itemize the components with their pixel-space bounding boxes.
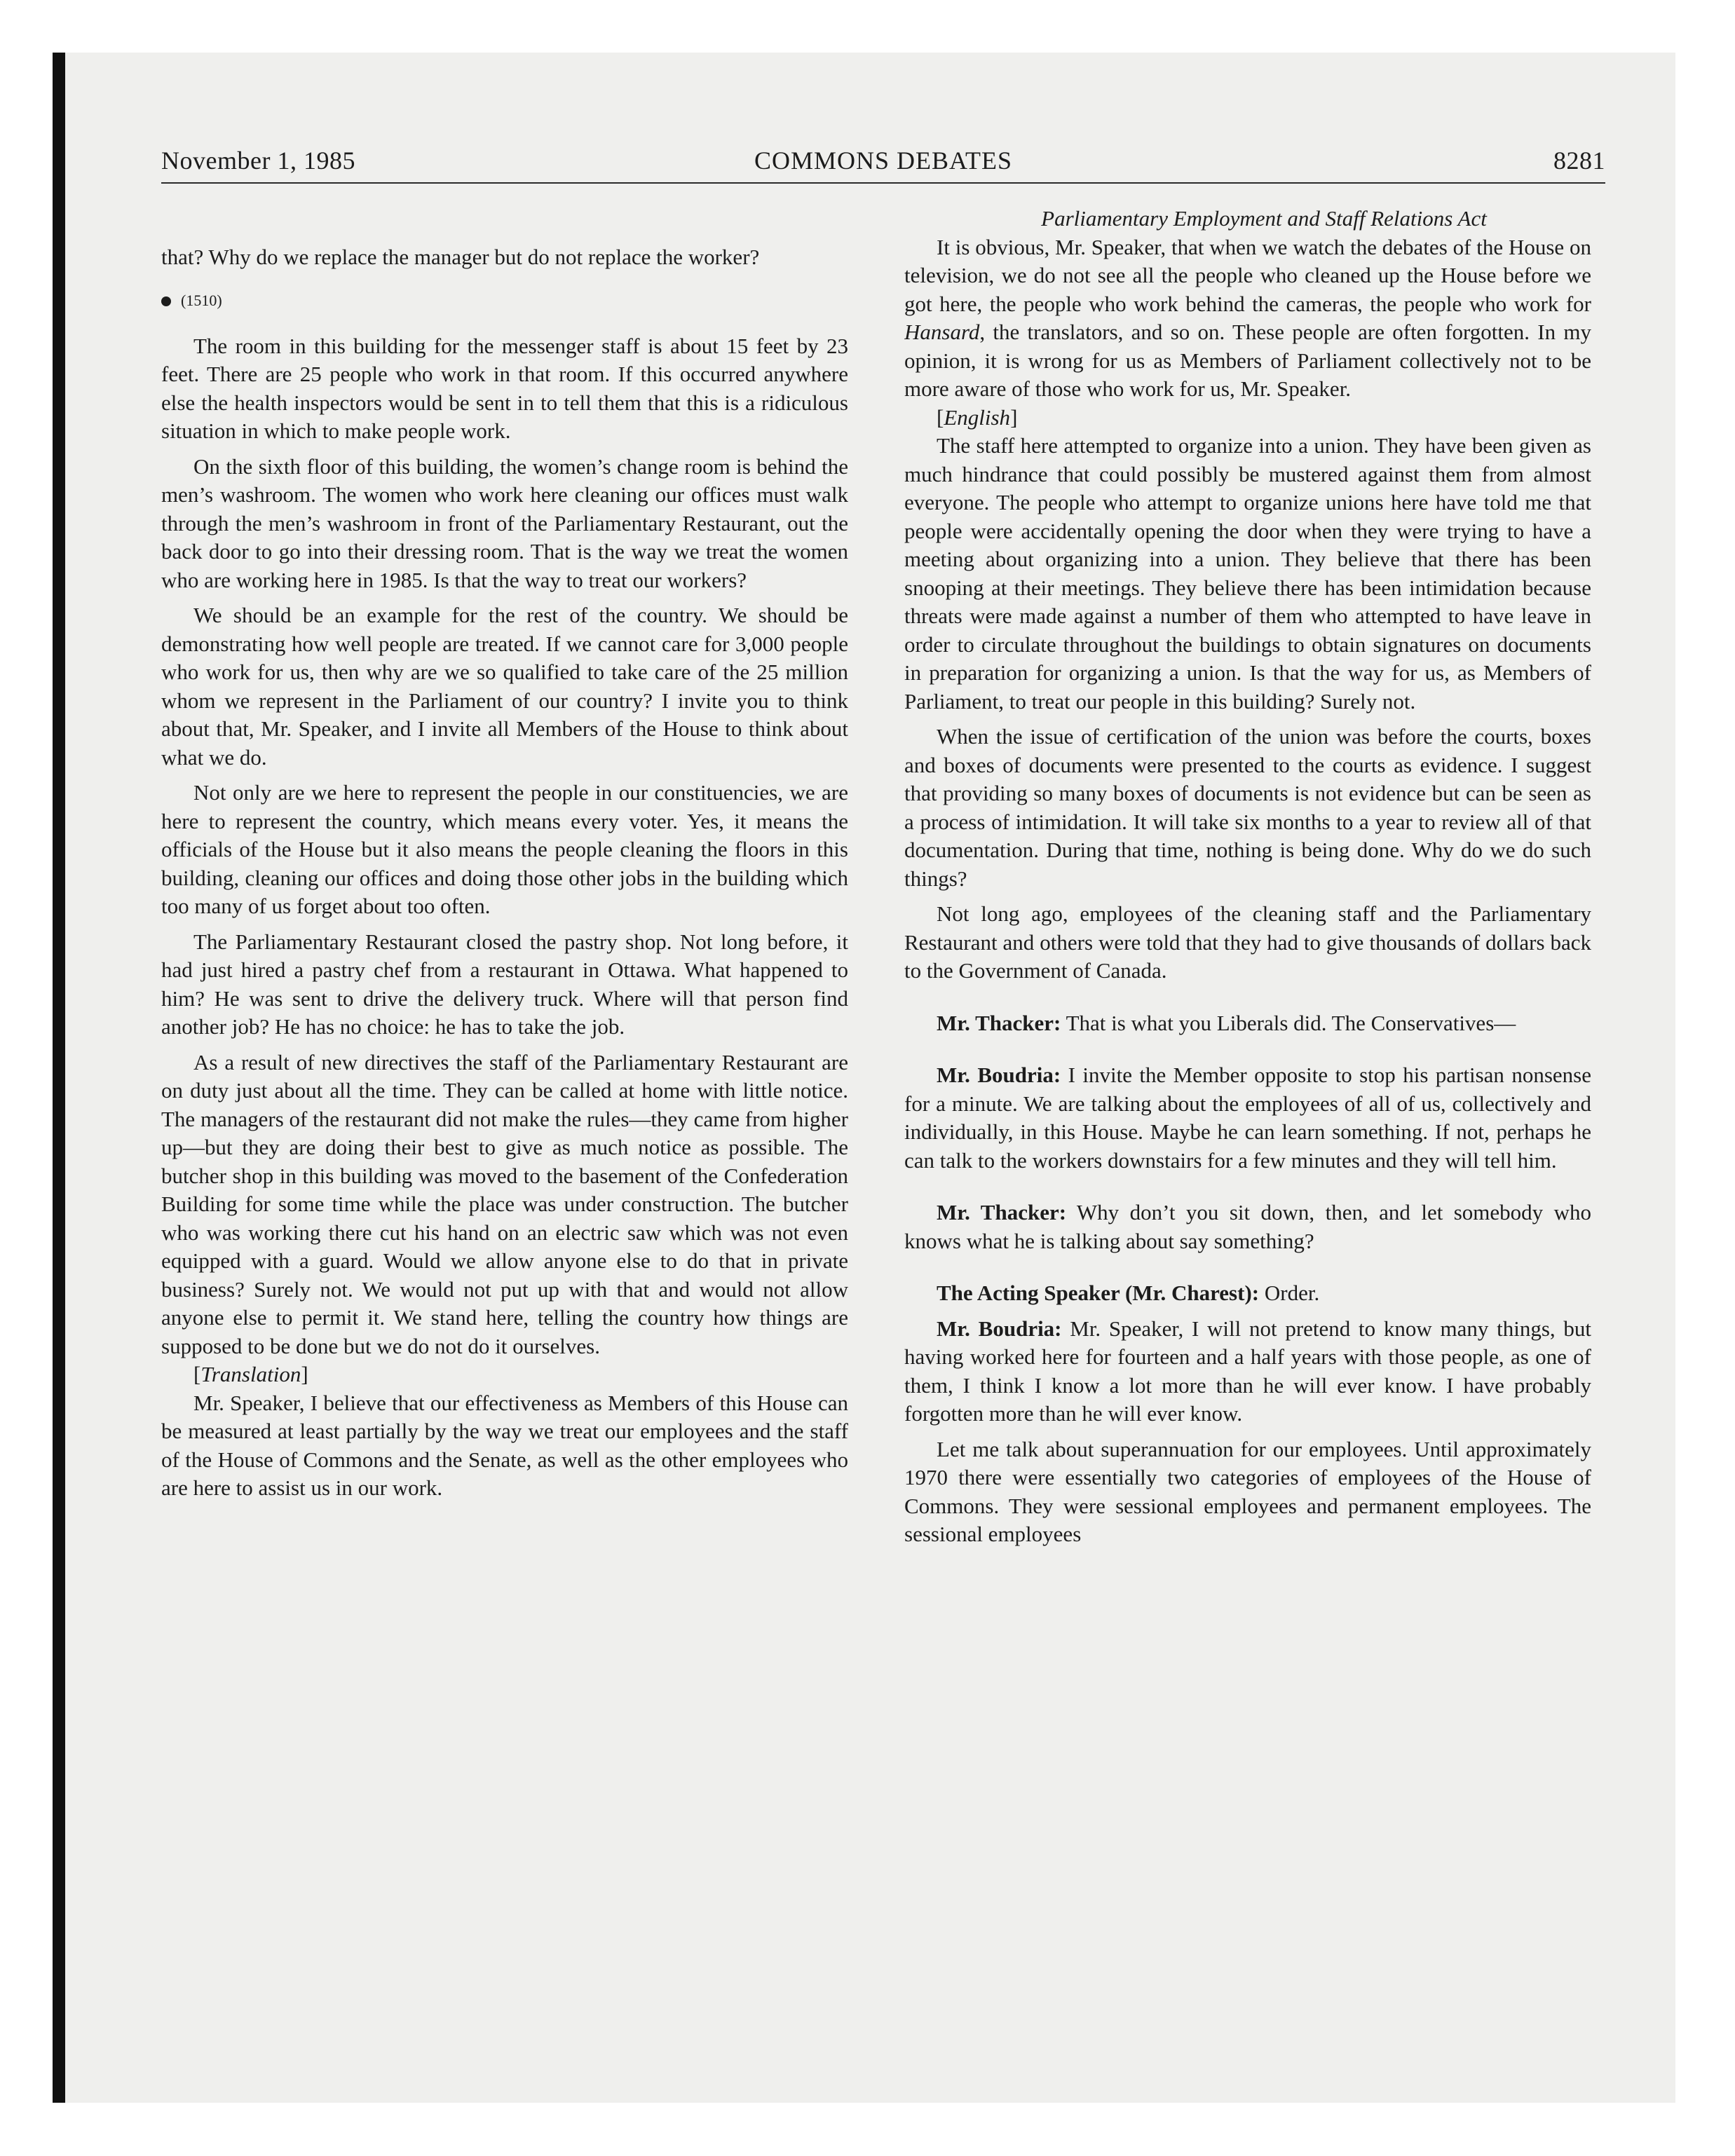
- paragraph: The staff here attempted to organize into a union. They have been given as much hindrance that could possibly be mustered against them from almost everyone. The people who attempt to organize unions here have told me that people were accidentally opening the door when they were trying to have a meeting about organizing into a union. They believe that there has been snooping at their meetings. They believe there has been intimidation because threats were made against a number of them who attempted to have leave in order to circulate throughout the buildings to obtain signatures on documents in preparation for organizing a union. Is that the way for us, as Members of Parliament, to treat our people in this building? Surely not.: [904, 433, 1591, 714]
- page-number: 8281: [1553, 146, 1605, 175]
- paragraph: Not long ago, employees of the cleaning staff and the Parliamentary Restaurant and others were told that they had to give thousands of dollars back to the Government of Canada.: [904, 901, 1591, 983]
- left-column: [161, 205, 848, 1915]
- speech-boudria: Mr. Boudria: Mr. Speaker, I will not pretend to know many things, but having worked here for fourteen and a half years with those people, as one of them, I think I know a lot more than he will ever know. I have probably forgotten more than he will ever know.: [904, 1316, 1591, 1426]
- paragraph: that? Why do we replace the manager but do not replace the worker?: [161, 245, 760, 269]
- paragraph: Not only are we here to represent the people in our constituencies, we are here to represent the country, which means every voter. Yes, it means the officials of the House but it also means the people cleaning the floors in this building, cleaning our offices and doing those other jobs in the building which too many of us forget about too often.: [161, 780, 848, 918]
- paragraph: As a result of new directives the staff of the Parliamentary Restaurant are on duty just about all the time. They can be called at home with little notice. The managers of the restaurant did not make the rules—they came from higher up—but they are doing their best to give as much notice as possible. The butcher shop in this building was moved to the basement of the Confederation Building for some time while the place was under construction. The butcher who was working there cut his hand on an electric saw which was not even equipped with a guard. Would we allow anyone else to do that in private business? Surely not. We would not put up with that and would not allow anyone else to permit it. We stand here, telling the country how things are supposed to be done but we do not do it ourselves.: [161, 1049, 848, 1358]
- speech-thacker: Mr. Thacker: That is what you Liberals did. The Conservatives—: [937, 1010, 1516, 1035]
- paragraph: When the issue of certification of the union was before the courts, boxes and boxes of documents were presented to the courts as evidence. I suggest that providing so many boxes of documents is not evidence but can be seen as a process of intimidation. It will take six months to a year to review all of that documentation. During that time, nothing is being done. Why do we do such things?: [904, 724, 1591, 891]
- header-title: COMMONS DEBATES: [754, 146, 1013, 175]
- section-heading: Parliamentary Employment and Staff Relations Act: [1041, 206, 1487, 231]
- speaker-name: The Acting Speaker (Mr. Charest):: [937, 1281, 1260, 1305]
- paragraph: Let me talk about superannuation for our employees. Until approximately 1970 there were essentially two categories of employees of the House of Commons. They were sessional employees and permanent employees. The sessional employees: [904, 1436, 1591, 1546]
- paragraph: We should be an example for the rest of the country. We should be demonstrating how well people are treated. If we cannot care for 3,000 people who work for us, then why are we so qualified to take care of the 25 million whom we represent in the Parliament of our country? I invite you to think about that, Mr. Speaker, and I invite all Members of the House to think about what we do.: [161, 603, 848, 770]
- paragraph: The room in this building for the messenger staff is about 15 feet by 23 feet. There are 25 people who work in that room. If this occurred anywhere else the health inspectors would be sent in to tell them that this is a ridiculous situation in which to make people work.: [161, 333, 848, 443]
- right-column: [904, 205, 1591, 1915]
- speech-boudria: Mr. Boudria: I invite the Member opposite to stop his partisan nonsense for a minute. We are talking about the employees of all of us, collectively and individually, in this House. Maybe he can learn something. If not, perhaps he can talk to the workers downstairs for a few minutes and they will tell him.: [904, 1063, 1591, 1173]
- bullet-icon: [161, 296, 171, 306]
- time-stamp: (1510): [181, 291, 222, 309]
- speaker-name: Mr. Boudria:: [937, 1316, 1062, 1341]
- page-header: [161, 146, 1605, 185]
- header-rule: [161, 182, 1605, 184]
- speaker-name: Mr. Thacker:: [937, 1200, 1067, 1224]
- paragraph: The Parliamentary Restaurant closed the pastry shop. Not long before, it had just hired a pastry chef from a restaurant in Ottawa. What happened to him? He was sent to drive the delivery truck. Where will that person find another job? He has no choice: he has to take the job.: [161, 929, 848, 1039]
- paragraph: On the sixth floor of this building, the women’s change room is behind the men’s washroom. The women who work here cleaning our offices must walk through the men’s washroom in front of the Parliamentary Restaurant, out the back door to go into their dressing room. That is the way we treat the women who are working here in 1985. Is that the way to treat our workers?: [161, 453, 848, 592]
- time-marker: [161, 290, 848, 311]
- speaker-name: Mr. Boudria:: [937, 1063, 1061, 1087]
- speech-thacker: Mr. Thacker: Why don’t you sit down, then, and let somebody who knows what he is talking about say something?: [904, 1200, 1591, 1253]
- paragraph: It is obvious, Mr. Speaker, that when we watch the debates of the House on television, we do not see all the people who cleaned up the House before we got here, the people who work behind the cameras, the people who work for Hansard, the translators, and so on. These people are often forgotten. In my opinion, it is wrong for us as Members of Parliament collectively not to be more aware of those who work for us, Mr. Speaker.: [904, 234, 1591, 401]
- speech-acting-speaker: The Acting Speaker (Mr. Charest): Order.: [937, 1281, 1320, 1305]
- header-date: November 1, 1985: [161, 146, 355, 175]
- paragraph: Mr. Speaker, I believe that our effectiveness as Members of this House can be measured at least partially by the way we treat our employees and the staff of the House of Commons and the Senate, as well as the other employees who are here to assist us in our work.: [161, 1390, 848, 1500]
- language-tag: [Translation]: [193, 1362, 308, 1386]
- hansard-italic: Hansard: [904, 320, 980, 344]
- language-tag: [English]: [937, 404, 1018, 430]
- speaker-name: Mr. Thacker:: [937, 1010, 1061, 1035]
